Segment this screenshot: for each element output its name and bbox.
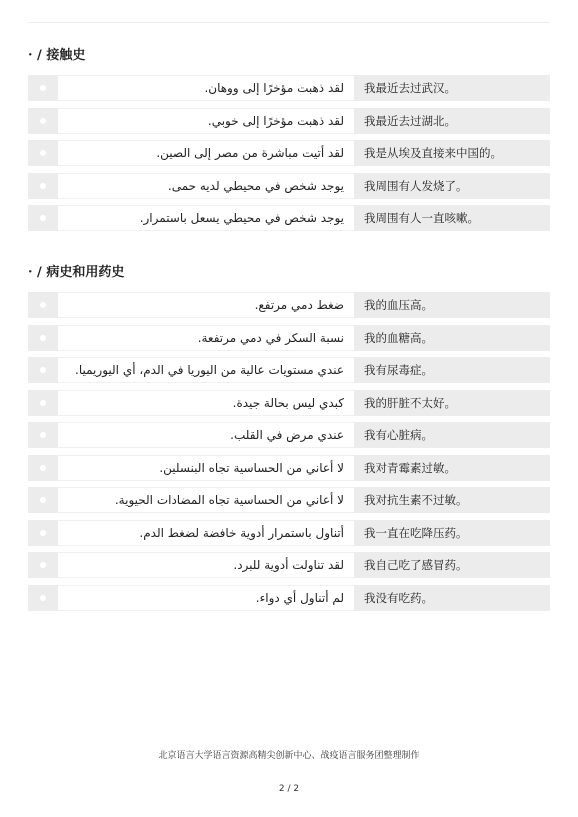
chinese-phrase: 我没有吃药。 — [354, 585, 550, 611]
checkbox-dot-icon — [40, 215, 46, 221]
phrase-row — [28, 520, 550, 546]
chinese-phrase: 我最近去过武汉。 — [354, 75, 550, 101]
checkbox[interactable] — [28, 75, 58, 101]
checkbox-dot-icon — [40, 530, 46, 536]
section-heading: · / 接触史 — [28, 48, 86, 63]
checkbox[interactable] — [28, 357, 58, 383]
arabic-phrase: نسبة السكر في دمي مرتفعة. — [58, 325, 354, 351]
checkbox[interactable] — [28, 205, 58, 231]
arabic-phrase: لقد ذهبت مؤخرًا إلى ووهان. — [58, 75, 354, 101]
checkbox[interactable] — [28, 552, 58, 578]
arabic-phrase: عندي مستويات عالية من اليوريا في الدم، أي اليوريميا. — [58, 357, 354, 383]
footer-credit: 北京语言大学语言资源高精尖创新中心、战疫语言服务团整理制作 — [158, 751, 420, 761]
chinese-phrase: 我周围有人一直咳嗽。 — [354, 205, 550, 231]
arabic-phrase: لقد ذهبت مؤخرًا إلى خوبي. — [58, 108, 354, 134]
phrase-row — [28, 140, 550, 166]
checkbox[interactable] — [28, 108, 58, 134]
checkbox[interactable] — [28, 487, 58, 513]
section-contact-history — [28, 46, 550, 238]
checkbox-dot-icon — [40, 302, 46, 308]
phrase-row — [28, 108, 550, 134]
arabic-phrase: لا أعاني من الحساسية تجاه البنسلين. — [58, 455, 354, 481]
checkbox[interactable] — [28, 140, 58, 166]
phrase-row — [28, 357, 550, 383]
arabic-phrase: لم أتناول أي دواء. — [58, 585, 354, 611]
phrase-row — [28, 292, 550, 318]
phrase-row — [28, 487, 550, 513]
section-medical-history — [28, 263, 550, 617]
checkbox-dot-icon — [40, 367, 46, 373]
top-divider — [28, 22, 550, 23]
phrase-row — [28, 455, 550, 481]
checkbox-dot-icon — [40, 497, 46, 503]
checkbox[interactable] — [28, 292, 58, 318]
chinese-phrase: 我最近去过湖北。 — [354, 108, 550, 134]
chinese-phrase: 我是从埃及直接来中国的。 — [354, 140, 550, 166]
arabic-phrase: ضغط دمي مرتفع. — [58, 292, 354, 318]
checkbox[interactable] — [28, 422, 58, 448]
arabic-phrase: لقد تناولت أدوية للبرد. — [58, 552, 354, 578]
page-number: 2 / 2 — [278, 784, 300, 794]
phrase-row — [28, 390, 550, 416]
chinese-phrase: 我对青霉素过敏。 — [354, 455, 550, 481]
chinese-phrase: 我对抗生素不过敏。 — [354, 487, 550, 513]
checkbox-dot-icon — [40, 335, 46, 341]
checkbox[interactable] — [28, 390, 58, 416]
checkbox[interactable] — [28, 325, 58, 351]
checkbox-dot-icon — [40, 150, 46, 156]
checkbox[interactable] — [28, 173, 58, 199]
checkbox[interactable] — [28, 455, 58, 481]
phrase-list — [28, 75, 550, 231]
phrase-row — [28, 585, 550, 611]
checkbox-dot-icon — [40, 595, 46, 601]
phrase-list — [28, 292, 550, 611]
chinese-phrase: 我周围有人发烧了。 — [354, 173, 550, 199]
chinese-phrase: 我一直在吃降压药。 — [354, 520, 550, 546]
checkbox-dot-icon — [40, 85, 46, 91]
checkbox-dot-icon — [40, 118, 46, 124]
section-heading: · / 病史和用药史 — [28, 265, 125, 280]
arabic-phrase: أتناول باستمرار أدوية خافضة لضغط الدم. — [58, 520, 354, 546]
chinese-phrase: 我的血压高。 — [354, 292, 550, 318]
arabic-phrase: يوجد شخص في محيطي لديه حمى. — [58, 173, 354, 199]
phrase-row — [28, 205, 550, 231]
arabic-phrase: كبدي ليس بحالة جيدة. — [58, 390, 354, 416]
arabic-phrase: يوجد شخص في محيطي يسعل باستمرار. — [58, 205, 354, 231]
arabic-phrase: لا أعاني من الحساسية تجاه المضادات الحيوية. — [58, 487, 354, 513]
chinese-phrase: 我有尿毒症。 — [354, 357, 550, 383]
arabic-phrase: عندي مرض في القلب. — [58, 422, 354, 448]
checkbox-dot-icon — [40, 432, 46, 438]
phrase-row — [28, 552, 550, 578]
chinese-phrase: 我的血糖高。 — [354, 325, 550, 351]
phrase-row — [28, 173, 550, 199]
phrase-row — [28, 325, 550, 351]
checkbox[interactable] — [28, 585, 58, 611]
chinese-phrase: 我自己吃了感冒药。 — [354, 552, 550, 578]
checkbox-dot-icon — [40, 183, 46, 189]
checkbox[interactable] — [28, 520, 58, 546]
arabic-phrase: لقد أتيت مباشرة من مصر إلى الصين. — [58, 140, 354, 166]
checkbox-dot-icon — [40, 400, 46, 406]
phrase-row — [28, 75, 550, 101]
checkbox-dot-icon — [40, 562, 46, 568]
checkbox-dot-icon — [40, 465, 46, 471]
chinese-phrase: 我有心脏病。 — [354, 422, 550, 448]
chinese-phrase: 我的肝脏不太好。 — [354, 390, 550, 416]
phrase-row — [28, 422, 550, 448]
